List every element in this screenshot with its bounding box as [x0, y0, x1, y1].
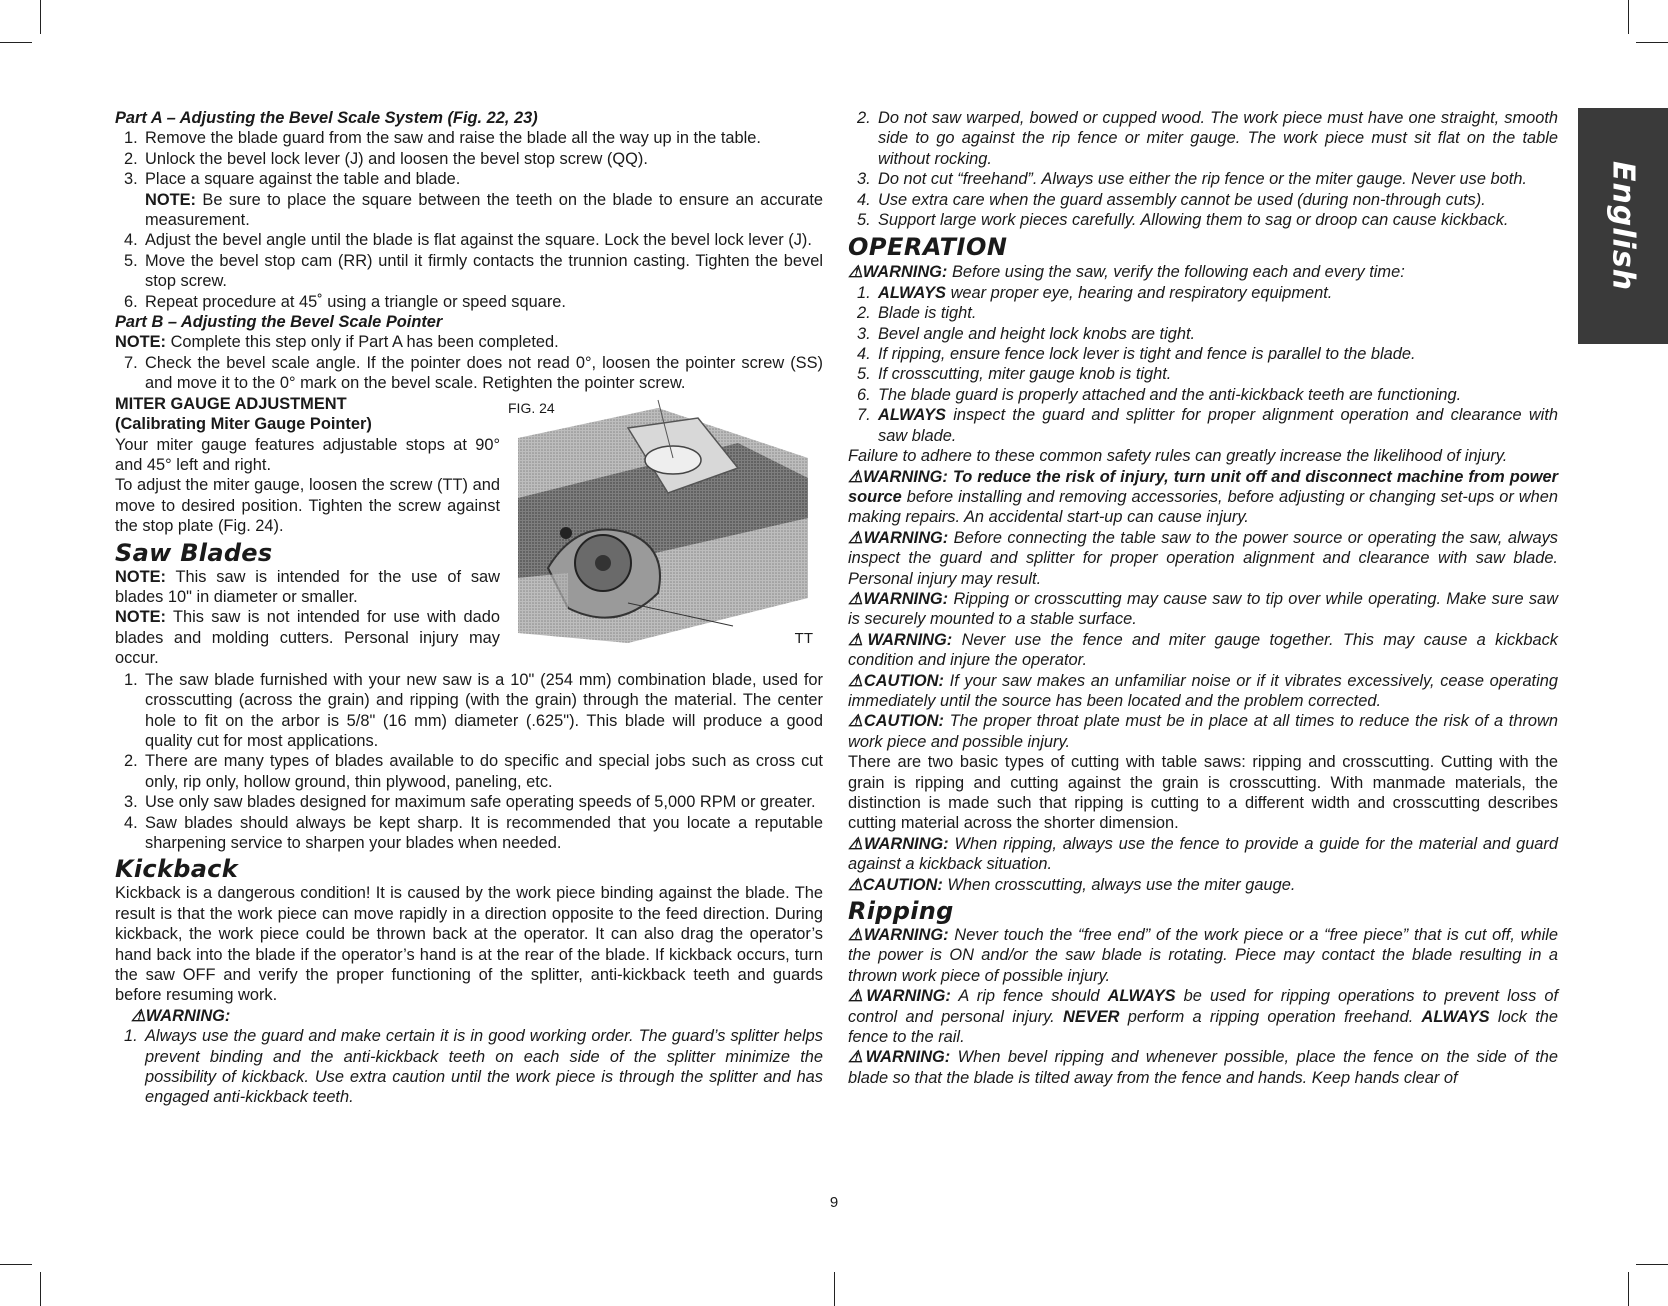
- list-item: 4. Saw blades should always be kept sharp. It is recommended that you locate a reputable sharpening service to sharpen your blades when needed.: [124, 813, 823, 852]
- operation-warning: ⚠WARNING: Before using the saw, verify the following each and every time:: [848, 263, 1405, 282]
- warning-icon: ⚠: [848, 528, 864, 547]
- list-item: 2. There are many types of blades available to do specific and special jobs such as cross cut only, rip only, hollow ground, thin plywood, paneling, etc.: [124, 752, 823, 791]
- part-a-heading: Part A – Adjusting the Bevel Scale System (Fig. 22, 23): [115, 109, 538, 127]
- caution-icon: ⚠: [848, 712, 864, 731]
- miter-gauge-subheading: (Calibrating Miter Gauge Pointer): [115, 415, 372, 434]
- left-column: [115, 108, 823, 1108]
- crop-mark: [0, 1264, 32, 1265]
- list-item: 1. ALWAYS wear proper eye, hearing and respiratory equipment.: [857, 283, 1333, 302]
- warning-paragraph: ⚠WARNING: When ripping, always use the fence to provide a guide for the material and guard against a kickback situation.: [848, 834, 1558, 874]
- kickback-list: [115, 1026, 823, 1108]
- page-number: 9: [829, 1194, 839, 1211]
- part-b-note: NOTE: Complete this step only if Part A has been completed.: [115, 333, 559, 352]
- list-item: 3. Place a square against the table and blade. NOTE: Be sure to place the square between the teeth on the blade to ensure an accurate measurement.: [124, 170, 823, 230]
- operation-heading: OPERATION: [848, 233, 1008, 262]
- list-item: 6. Repeat procedure at 45˚ using a triangle or speed square.: [124, 292, 566, 311]
- list-item: 2. Unlock the bevel lock lever (J) and loosen the bevel stop screw (QQ).: [124, 149, 648, 168]
- list-item: 6. The blade guard is properly attached and the anti-kickback teeth are functioning.: [857, 385, 1462, 404]
- list-item: 4. Use extra care when the guard assembly cannot be used (during non-through cuts).: [857, 190, 1486, 209]
- language-tab: [1578, 108, 1668, 344]
- operation-checklist: [848, 283, 1558, 446]
- cutting-paragraph: There are two basic types of cutting with table saws: ripping and crosscutting. Cutting with the grain is ripping and cutting against the grain is crosscutting. With manmade materials, the distinction is made such that ripping is cutting to a different width and crosscutting describes cutting material across the shorter dimension.: [848, 753, 1558, 833]
- saw-blades-note: NOTE: This saw is not intended for use with dado blades and molding cutters. Personal injury may occur.: [115, 608, 500, 668]
- miter-gauge-paragraph: Your miter gauge features adjustable stops at 90° and 45° left and right.: [115, 435, 500, 474]
- miter-gauge-paragraph: To adjust the miter gauge, loosen the screw (TT) and move to desired position. Tighten the screw against the stop plate (Fig. 24).: [115, 476, 500, 536]
- warning-paragraph: ⚠WARNING: Never touch the “free end” of the work piece or a “free piece” that is cut off, while the power is ON and/or the saw blade is rotating. Piece may contact the blade resulting in a thrown work piece of possible injury.: [848, 926, 1558, 985]
- list-item: 4. Adjust the bevel angle until the blade is flat against the square. Lock the bevel lock lever (J).: [124, 231, 812, 250]
- crop-mark: [40, 1272, 41, 1306]
- list-item: 1. Always use the guard and make certain it is in good working order. The guard’s splitter helps prevent binding and the anti-kickback teeth on each side of the splitter minimize the possibility of kickback. Use extra caution until the work piece is through the splitter and has engaged anti-kickback teeth.: [124, 1027, 823, 1107]
- warning-icon: ⚠: [848, 834, 864, 853]
- list-item: 1. Remove the blade guard from the saw and raise the blade all the way up in the table.: [124, 129, 761, 148]
- warning-paragraph: ⚠WARNING: Ripping or crosscutting may cause saw to tip over while operating. Make sure saw is securely mounted to a stable surface.: [848, 589, 1559, 629]
- saw-blades-note: NOTE: This saw is intended for the use of saw blades 10" in diameter or smaller.: [115, 567, 500, 606]
- warning-icon: ⚠: [848, 1048, 866, 1067]
- list-item: 5. Support large work pieces carefully. Allowing them to sag or droop can cause kickback.: [857, 211, 1509, 230]
- kickback-paragraph: Kickback is a dangerous condition! It is caused by the work piece binding against the blade. The result is that the work piece can move rapidly in a direction opposite to the feed direction. During kickback, the work piece could be thrown back at the operator. It can also drag the operator’s hand back into the blade if the operator’s hand is at the rear of the blade. If kickback occurs, turn the saw OFF and verify the proper functioning of the splitter, anti-kickback teeth and guards before resuming work.: [115, 884, 823, 1005]
- warning-paragraph: ⚠WARNING: Before connecting the table saw to the power source or operating the saw, always inspect the guard and splitter for proper operation alignment and clearance with saw blade. Personal injury may result.: [848, 528, 1558, 588]
- part-b-steps: [115, 353, 823, 394]
- miter-gauge-heading: MITER GAUGE ADJUSTMENT: [115, 394, 347, 413]
- list-item: 3. Do not cut “freehand”. Always use either the rip fence or the miter gauge. Never use both.: [857, 170, 1527, 189]
- ripping-heading: Ripping: [848, 897, 954, 926]
- warning-paragraph: ⚠WARNING: A rip fence should ALWAYS be used for ripping operations to prevent loss of control and personal injury. NEVER perform a ripping operation freehand. ALWAYS lock the fence to the rail.: [848, 987, 1559, 1047]
- figure-label: FIG. 24: [508, 399, 555, 416]
- crop-mark: [1628, 0, 1629, 34]
- caution-paragraph: ⚠CAUTION: If your saw makes an unfamiliar noise or if it vibrates excessively, cease operating immediately until the source has been located and the problem corrected.: [848, 671, 1558, 710]
- crop-mark: [834, 1272, 835, 1306]
- saw-blades-steps: [115, 670, 823, 854]
- figure-24: [508, 398, 823, 668]
- kickback-list-continued: [848, 108, 1558, 230]
- warning-icon: ⚠: [848, 467, 864, 486]
- list-item: 7. Check the bevel scale angle. If the pointer does not read 0°, loosen the pointer screw (SS) and move it to the 0° mark on the bevel scale. Retighten the pointer screw.: [124, 353, 823, 393]
- warning-icon: ⚠: [848, 987, 867, 1006]
- caution-paragraph: ⚠CAUTION: The proper throat plate must be in place at all times to reduce the risk of a thrown work piece and possible injury.: [848, 712, 1558, 751]
- list-item: 4. If ripping, ensure fence lock lever is tight and fence is parallel to the blade.: [857, 345, 1416, 364]
- crop-mark: [1636, 42, 1668, 43]
- miter-gauge-illustration: [508, 398, 823, 668]
- warning-icon: ⚠: [848, 263, 863, 282]
- warning-icon: ⚠: [848, 926, 864, 945]
- saw-blades-heading: Saw Blades: [115, 538, 273, 567]
- caution-icon: ⚠: [848, 875, 863, 894]
- list-item: 3. Bevel angle and height lock knobs are tight.: [857, 324, 1196, 343]
- warning-paragraph: ⚠WARNING: Never use the fence and miter gauge together. This may cause a kickback condition and injure the operator.: [848, 630, 1559, 670]
- warning-icon: ⚠: [848, 589, 864, 608]
- crop-mark: [0, 42, 32, 43]
- step3-note: NOTE: Be sure to place the square between the teeth on the blade to ensure an accurate measurement.: [145, 190, 823, 230]
- list-item: 2. Do not saw warped, bowed or cupped wood. The work piece must have one straight, smooth side to go against the rip fence or miter gauge. The work piece must sit flat on the table without rocking.: [857, 109, 1558, 168]
- kickback-warning-label: ⚠WARNING:: [131, 1006, 231, 1025]
- failure-paragraph: Failure to adhere to these common safety rules can greatly increase the likelihood of injury.: [848, 447, 1508, 466]
- list-item: 7. ALWAYS inspect the guard and splitter for proper alignment operation and clearance with saw blade.: [857, 406, 1558, 445]
- list-item: 5. Move the bevel stop cam (RR) until it firmly contacts the trunnion casting. Tighten the bevel stop screw.: [124, 251, 823, 291]
- kickback-heading: Kickback: [115, 855, 238, 884]
- list-item: 5. If crosscutting, miter gauge knob is tight.: [857, 365, 1172, 384]
- list-item: 1. The saw blade furnished with your new saw is a 10" (254 mm) combination blade, used for crosscutting (across the grain) and ripping (with the grain) through the material. The center hole to fit on the arbor is 5/8" (16 mm) diameter (.625"). This blade will produce a good quality cut for most applications.: [124, 670, 823, 750]
- right-column: [848, 108, 1558, 1088]
- warning-icon: ⚠: [131, 1006, 146, 1025]
- warning-paragraph: ⚠WARNING: When bevel ripping and whenever possible, place the fence on the side of the blade so that the blade is tilted away from the fence and hands. Keep hands clear of: [848, 1048, 1558, 1087]
- crop-mark: [1628, 1272, 1629, 1306]
- figure-callout: TT: [794, 630, 813, 648]
- list-item: 3. Use only saw blades designed for maximum safe operating speeds of 5,000 RPM or greater.: [124, 793, 816, 812]
- language-tab-label: English: [1605, 160, 1641, 292]
- warning-icon: ⚠: [848, 630, 868, 649]
- part-a-steps: [115, 128, 823, 312]
- crop-mark: [1636, 1264, 1668, 1265]
- crop-mark: [40, 0, 41, 34]
- part-b-heading: Part B – Adjusting the Bevel Scale Pointer: [115, 313, 443, 332]
- caution-icon: ⚠: [848, 671, 864, 690]
- list-item: 2. Blade is tight.: [857, 304, 977, 323]
- warning-paragraph: ⚠WARNING: To reduce the risk of injury, turn unit off and disconnect machine from power source before installing and removing accessories, before adjusting or changing set-ups or when making repairs. An accidental start-up can cause injury.: [848, 467, 1558, 527]
- caution-paragraph: ⚠CAUTION: When crosscutting, always use the miter gauge.: [848, 875, 1296, 894]
